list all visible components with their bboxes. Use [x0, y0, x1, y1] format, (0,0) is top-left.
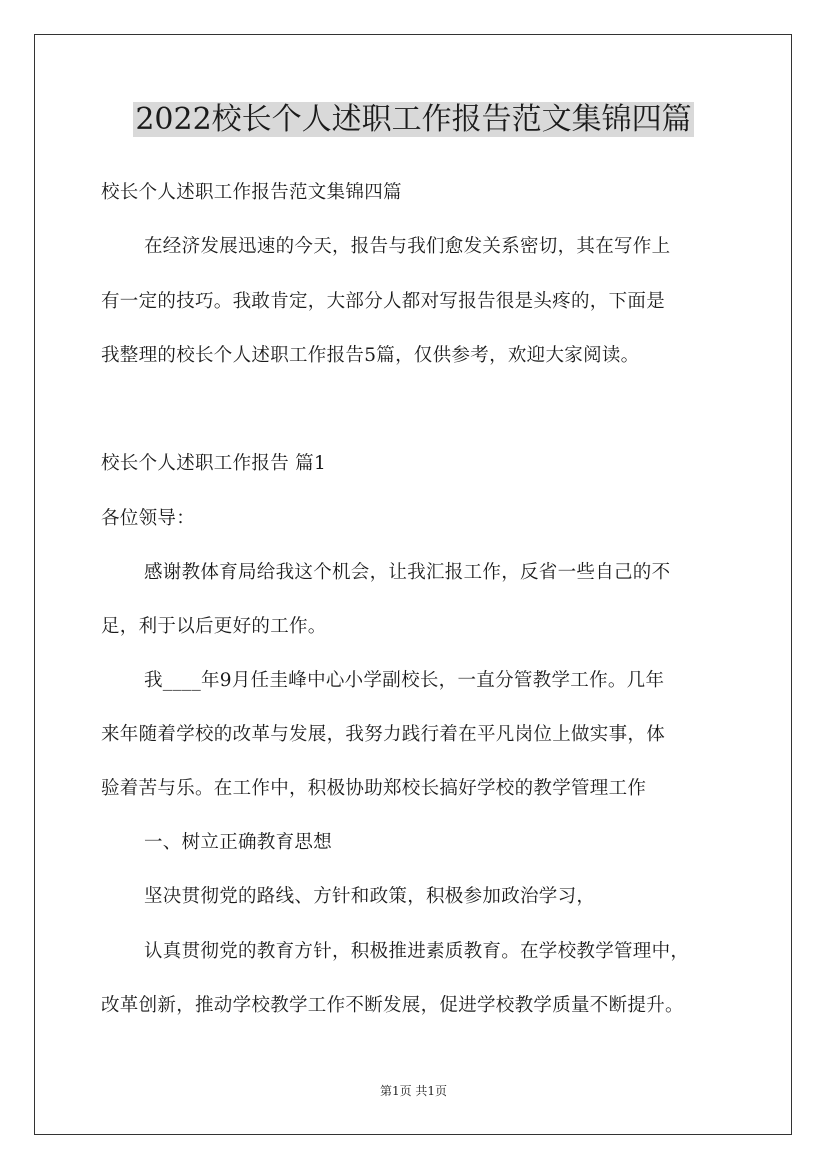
body-line: 来年随着学校的改革与发展，我努力践行着在平凡岗位上做实事，体: [101, 724, 666, 745]
page-footer: 第1页 共1页: [379, 1084, 448, 1098]
section-subheading: 一、树立正确教育思想: [144, 832, 333, 853]
document-title-text: 2022校长个人述职工作报告范文集锦四篇: [135, 102, 692, 137]
body-line: 改革创新，推动学校教学工作不断发展，促进学校教学质量不断提升。: [101, 995, 684, 1016]
salutation: 各位领导：: [101, 508, 196, 529]
section-heading: 校长个人述职工作报告 篇1: [101, 453, 327, 474]
body-line: 我____年9月任圭峰中心小学副校长，一直分管教学工作。几年: [144, 670, 665, 691]
body-line: 验着苦与乐。在工作中，积极协助郑校长搞好学校的教学管理工作: [101, 778, 647, 799]
document-subtitle: 校长个人述职工作报告范文集锦四篇: [101, 182, 402, 203]
body-line: 坚决贯彻党的路线、方针和政策，积极参加政治学习，: [144, 886, 596, 907]
body-line: 感谢教体育局给我这个机会，让我汇报工作，反省一些自己的不: [144, 562, 671, 583]
body-line: 认真贯彻党的教育方针，积极推进素质教育。在学校教学管理中，: [144, 941, 690, 962]
intro-line: 有一定的技巧。我敢肯定，大部分人都对写报告很是头疼的，下面是: [101, 291, 666, 312]
intro-line: 在经济发展迅速的今天，报告与我们愈发关系密切，其在写作上: [144, 236, 671, 257]
document-title: [0, 98, 827, 142]
intro-line: 我整理的校长个人述职工作报告5篇，仅供参考，欢迎大家阅读。: [101, 345, 640, 366]
body-line: 足，利于以后更好的工作。: [101, 616, 327, 637]
